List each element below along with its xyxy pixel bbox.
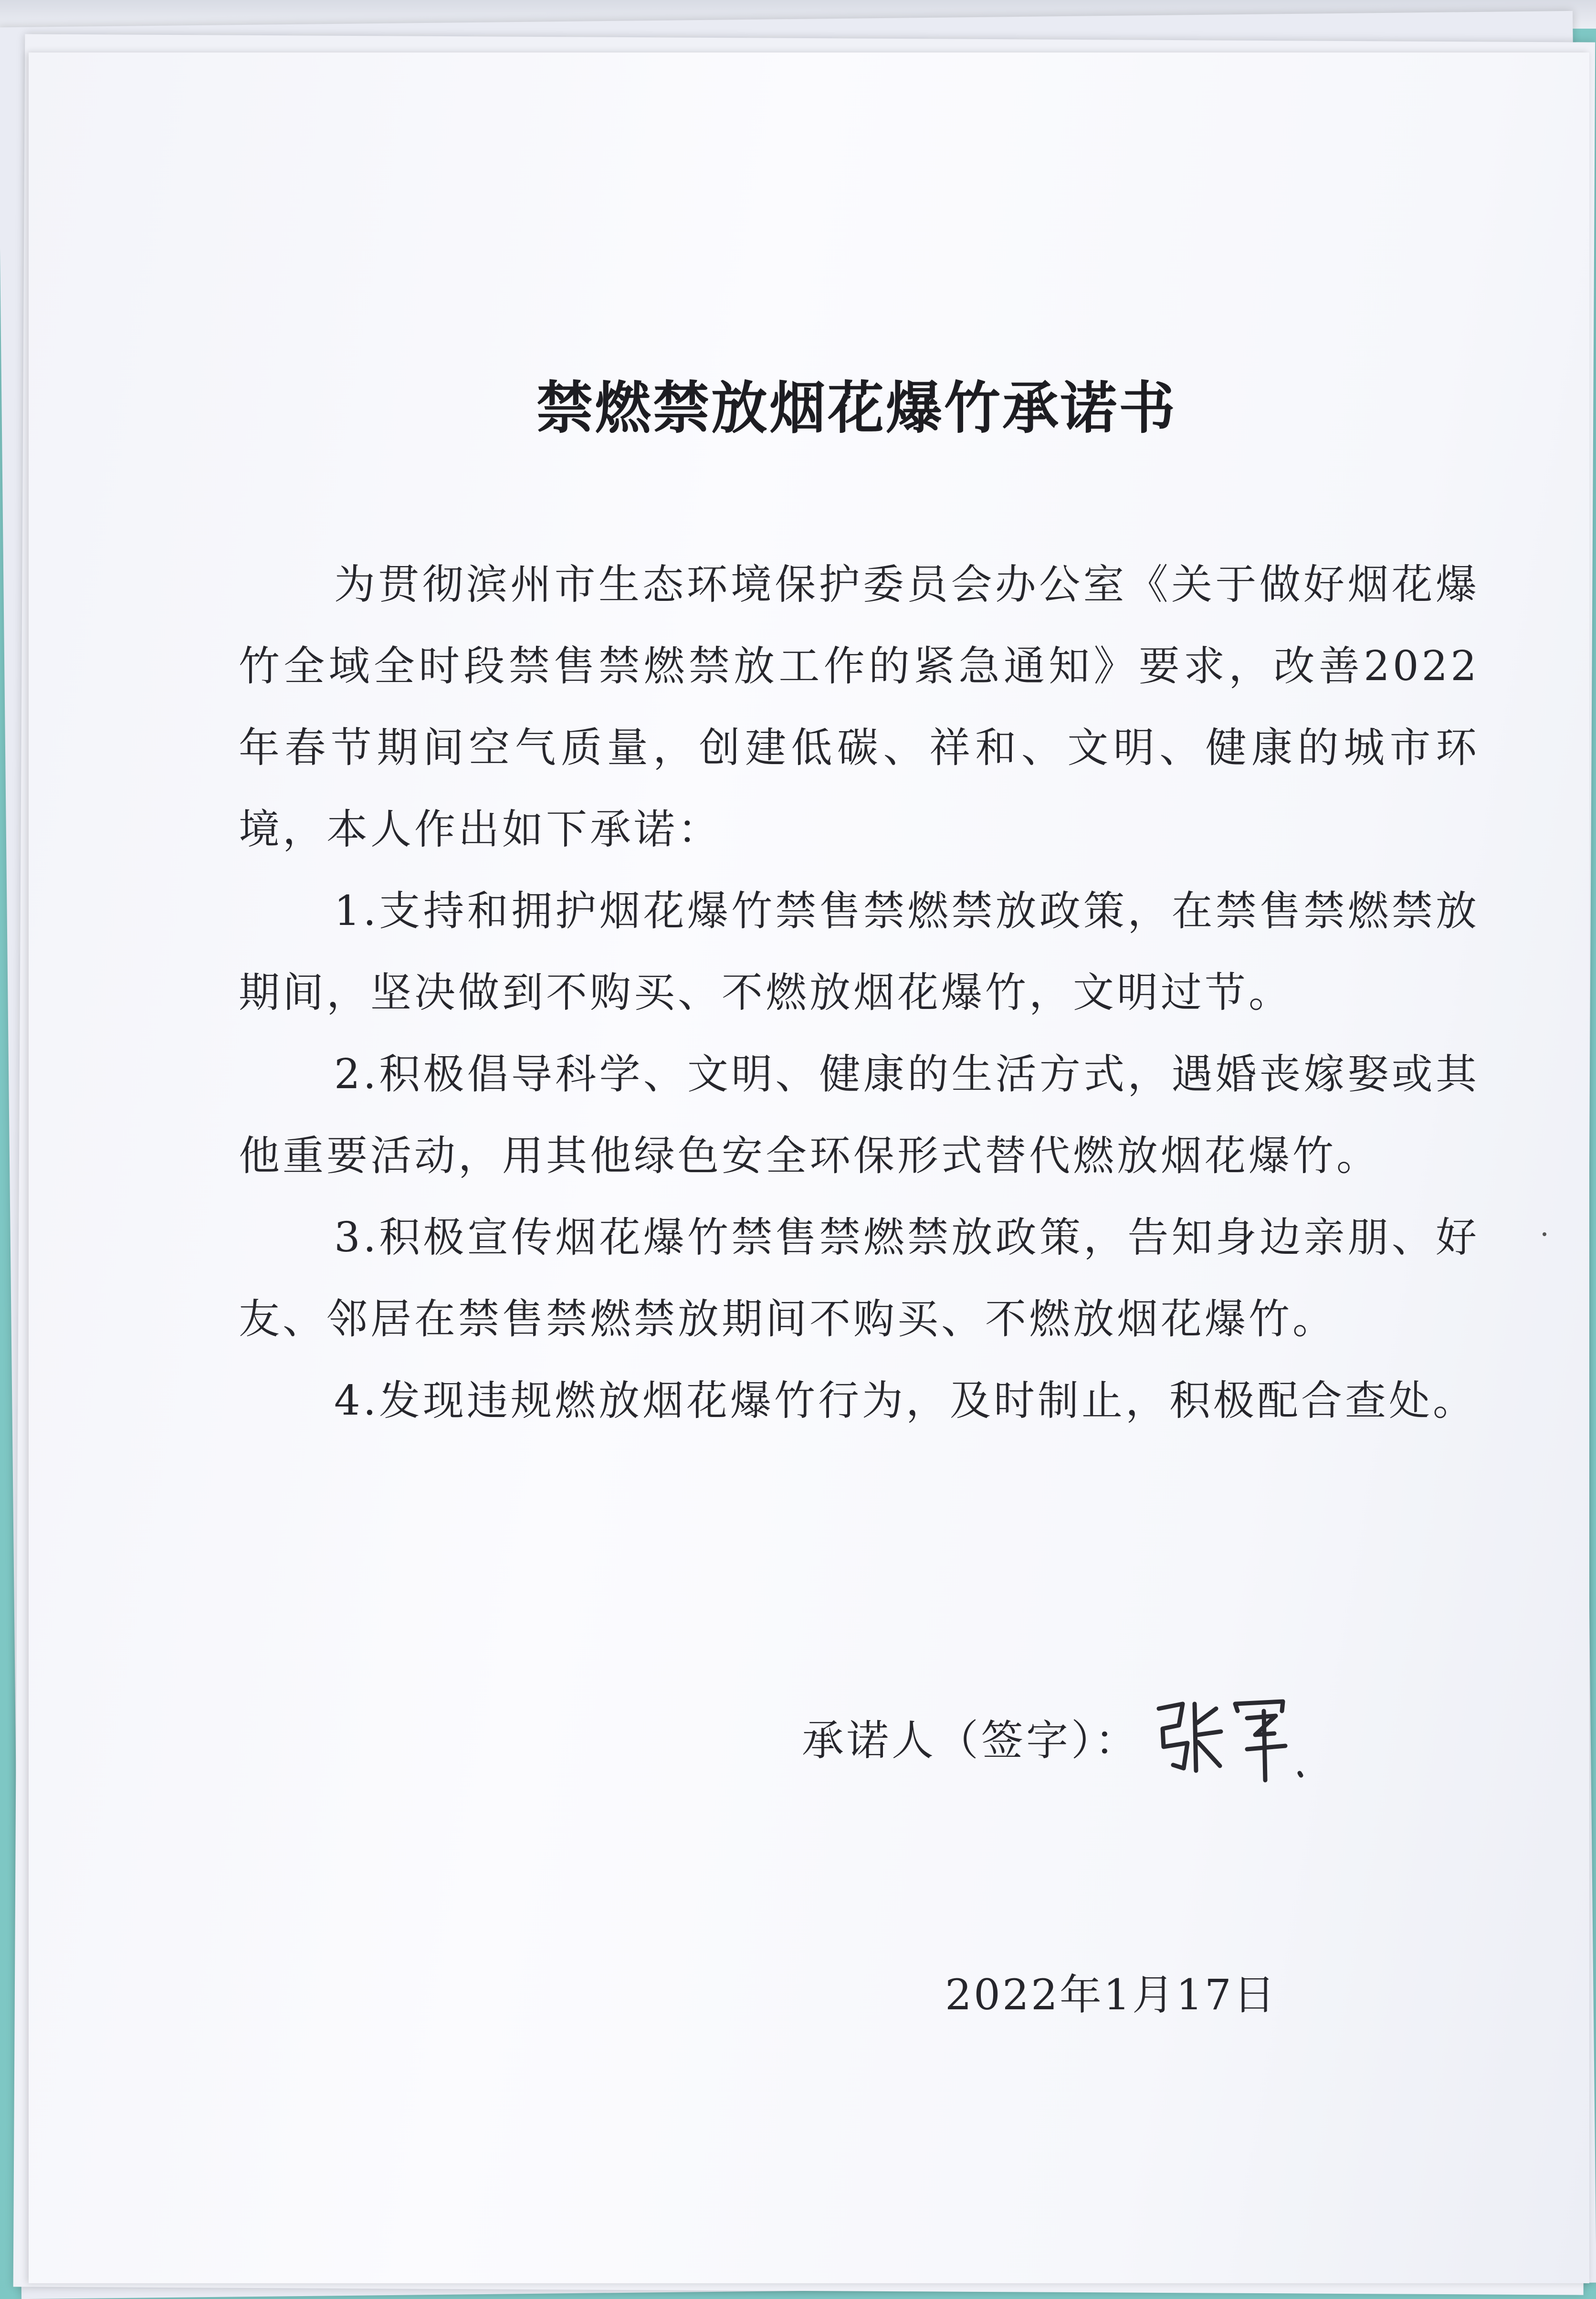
- handwritten-signature: [1149, 1690, 1307, 1785]
- document-sheet: [29, 52, 1589, 2283]
- document-body: [239, 544, 1480, 1442]
- stray-mark: [1543, 1232, 1546, 1236]
- pledge-item-2: 2.积极倡导科学、文明、健康的生活方式，遇婚丧嫁娶或其他重要活动，用其他绿色安全环保形式替代燃放烟花爆竹。: [239, 1050, 1480, 1180]
- pledge-item-4: 4.发现违规燃放烟花爆竹行为，及时制止，积极配合查处。: [334, 1377, 1477, 1425]
- pledge-item-3: 3.积极宣传烟花爆竹禁售禁燃禁放政策，告知身边亲朋、好友、邻居在禁售禁燃禁放期间不购买、不燃放烟花爆竹。: [239, 1214, 1480, 1343]
- date: 2022年1月17日: [945, 1970, 1277, 2019]
- signature-row: [802, 1694, 1307, 1780]
- signature-label: 承诺人（签字）：: [802, 1716, 1140, 1765]
- intro-paragraph: 为贯彻滨州市生态环境保护委员会办公室《关于做好烟花爆竹全域全时段禁售禁燃禁放工作的紧急通知》要求，改善2022年春节期间空气质量，创建低碳、祥和、文明、健康的城市环境，本人作出如下承诺：: [239, 561, 1480, 853]
- pledge-item-1: 1.支持和拥护烟花爆竹禁售禁燃禁放政策，在禁售禁燃禁放期间，坚决做到不购买、不燃放烟花爆竹，文明过节。: [239, 887, 1480, 1017]
- document-title: 禁燃禁放烟花爆竹承诺书: [536, 375, 1177, 441]
